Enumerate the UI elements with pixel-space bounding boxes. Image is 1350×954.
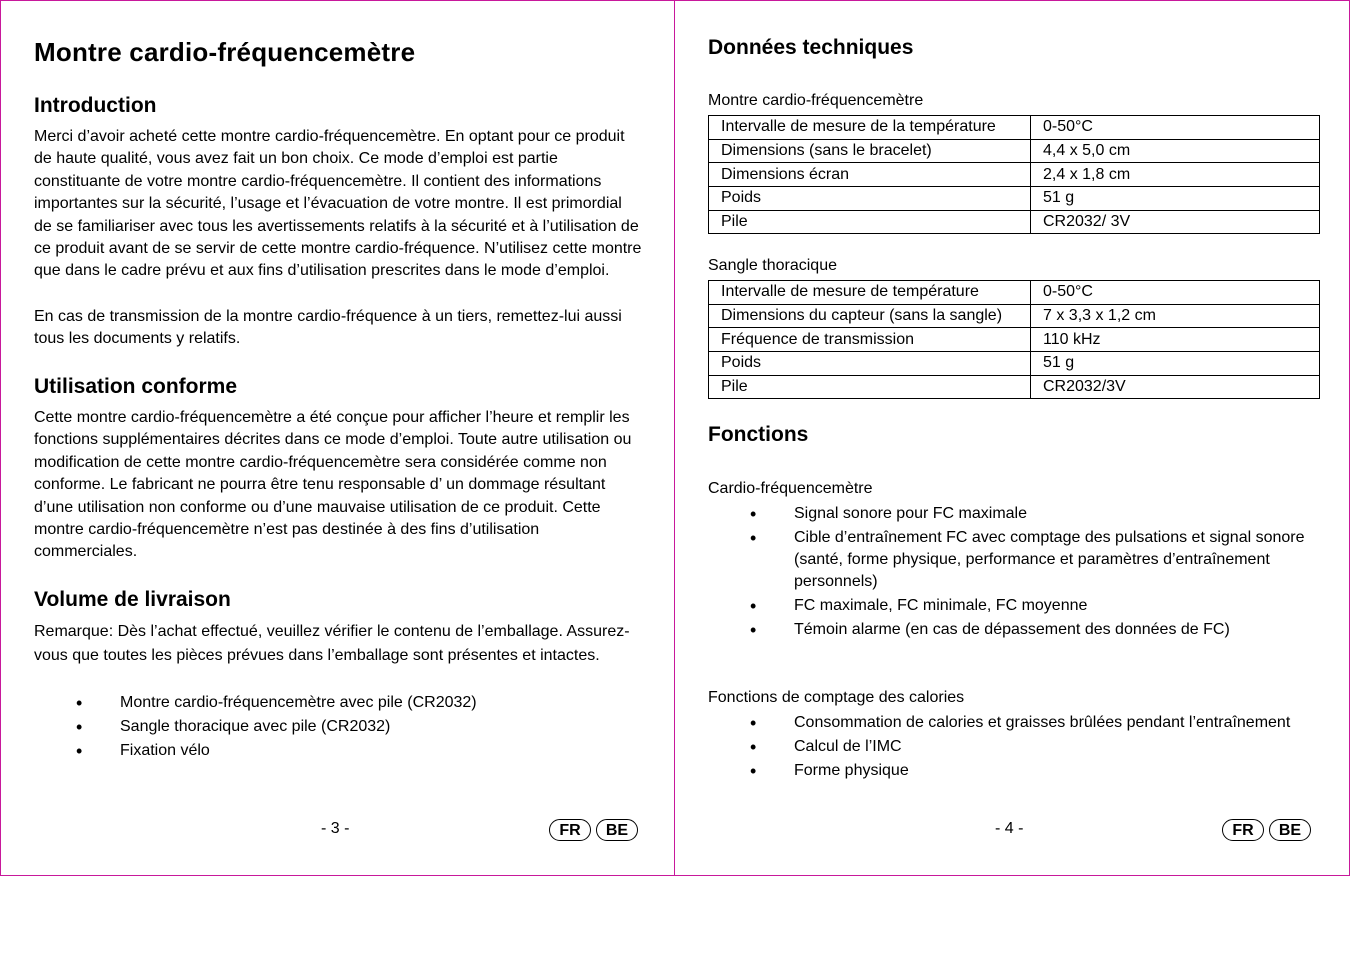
table-row xyxy=(709,328,1320,352)
badge-be: BE xyxy=(1269,819,1311,841)
badge-be: BE xyxy=(596,819,638,841)
table-row xyxy=(709,116,1320,140)
page-right xyxy=(674,0,1350,876)
page-number: - 4 - xyxy=(995,820,1024,837)
badge-fr: FR xyxy=(549,819,591,841)
table-cell: CR2032/3V xyxy=(1031,375,1320,399)
table-cell: Dimensions écran xyxy=(709,163,1031,187)
calorie-functions-list xyxy=(708,712,1290,784)
introduction-text-2: En cas de transmission de la montre cardio-fréquence à un tiers, remettez-lui aussi tous les documents y relatifs. xyxy=(34,308,622,348)
table-cell: 4,4 x 5,0 cm xyxy=(1031,139,1320,163)
list-item: • Fixation vélo xyxy=(34,740,477,762)
table-row xyxy=(709,210,1320,234)
table-cell: 0-50°C xyxy=(1031,116,1320,140)
table-cell: Poids xyxy=(709,352,1031,376)
functions-heading: Fonctions xyxy=(708,423,809,446)
table-cell: Fréquence de transmission xyxy=(709,328,1031,352)
page-title: Montre cardio-fréquencemètre xyxy=(34,37,416,67)
table-cell: 110 kHz xyxy=(1031,328,1320,352)
language-badges xyxy=(549,819,638,841)
calorie-functions-label: Fonctions de comptage des calories xyxy=(708,689,965,706)
table-cell: Intervalle de mesure de température xyxy=(709,281,1031,305)
delivery-heading: Volume de livraison xyxy=(34,588,231,611)
heart-rate-label: Cardio-fréquencemètre xyxy=(708,480,873,497)
technical-data-heading: Données techniques xyxy=(708,36,914,59)
table-row xyxy=(709,139,1320,163)
list-item: • Montre cardio-fréquencemètre avec pile (CR2032) xyxy=(34,692,477,714)
usage-text: Cette montre cardio-fréquencemètre a été conçue pour afficher l’heure et remplir les fonctions supplémentaires décrites dans ce mode d’emploi. Toute autre utilisation ou modification de cette montre cardio-fréquencemètre sera considérée comme non conforme. Le fabricant ne pourra être tenu responsable d’ un dommage résultant d’une utilisation non conforme ou d’une mauvaise utilisation de ce produit. Cette montre cardio-fréquencemètre n’est pas destinée à des fins d’utilisation commerciales. xyxy=(34,409,632,561)
table-row xyxy=(709,375,1320,399)
heart-rate-functions-list xyxy=(708,503,1317,643)
table-cell: 51 g xyxy=(1031,187,1320,211)
table-cell: 51 g xyxy=(1031,352,1320,376)
list-item: • Signal sonore pour FC maximale xyxy=(708,503,1317,525)
strap-table-label: Sangle thoracique xyxy=(708,257,837,274)
list-item: • FC maximale, FC minimale, FC moyenne xyxy=(708,595,1317,617)
strap-spec-table xyxy=(708,280,1320,399)
table-row xyxy=(709,187,1320,211)
page-number: - 3 - xyxy=(321,820,350,837)
table-cell: Poids xyxy=(709,187,1031,211)
table-row xyxy=(709,163,1320,187)
table-cell: Dimensions (sans le bracelet) xyxy=(709,139,1031,163)
usage-heading: Utilisation conforme xyxy=(34,375,238,398)
introduction-text: Merci d’avoir acheté cette montre cardio-fréquencemètre. En optant pour ce produit de haute qualité, vous avez fait un bon choix. Ce mode d’emploi est partie constituante de votre montre cardio-fréquencemètre. Il contient des informations importantes sur la sécurité, l’usage et l’évacuation de votre montre. Il est primordial de se familiariser avec tous les avertissements relatifs à la sécurité et à l’utilisation de ce produit avant de se servir de cette montre cardio-fréquence. N’utilisez cette montre que dans le cadre prévu et aux fins d’utilisation prescrites dans le mode d’emploi. xyxy=(34,128,642,280)
list-item: • Témoin alarme (en cas de dépassement des données de FC) xyxy=(708,619,1317,641)
table-cell: 2,4 x 1,8 cm xyxy=(1031,163,1320,187)
table-cell: Pile xyxy=(709,375,1031,399)
table-row xyxy=(709,352,1320,376)
table-cell: 0-50°C xyxy=(1031,281,1320,305)
language-badges xyxy=(1222,819,1311,841)
list-item-extra: (santé, forme physique, performance et paramètres d’entraînement personnels) xyxy=(794,551,1270,590)
list-item: • Calcul de l’IMC xyxy=(708,736,1290,758)
list-item xyxy=(708,527,1317,593)
table-cell: 7 x 3,3 x 1,2 cm xyxy=(1031,304,1320,328)
delivery-list xyxy=(34,692,477,764)
table-cell: Dimensions du capteur (sans la sangle) xyxy=(709,304,1031,328)
list-item: • Forme physique xyxy=(708,760,1290,782)
table-cell: Intervalle de mesure de la température xyxy=(709,116,1031,140)
page-left xyxy=(0,0,675,876)
list-item-text: Cible d’entraînement FC avec comptage des pulsations et signal sonore xyxy=(794,529,1305,546)
table-cell: CR2032/ 3V xyxy=(1031,210,1320,234)
delivery-note: Remarque: Dès l’achat effectué, veuillez vérifier le contenu de l’emballage. Assurez-vous que toutes les pièces prévues dans l’emballage sont présentes et intactes. xyxy=(34,623,630,664)
table-cell: Pile xyxy=(709,210,1031,234)
list-item: • Sangle thoracique avec pile (CR2032) xyxy=(34,716,477,738)
watch-spec-table xyxy=(708,115,1320,234)
badge-fr: FR xyxy=(1222,819,1264,841)
introduction-heading: Introduction xyxy=(34,94,157,117)
table-row xyxy=(709,304,1320,328)
watch-table-label: Montre cardio-fréquencemètre xyxy=(708,92,924,109)
list-item: • Consommation de calories et graisses brûlées pendant l’entraînement xyxy=(708,712,1290,734)
table-row xyxy=(709,281,1320,305)
